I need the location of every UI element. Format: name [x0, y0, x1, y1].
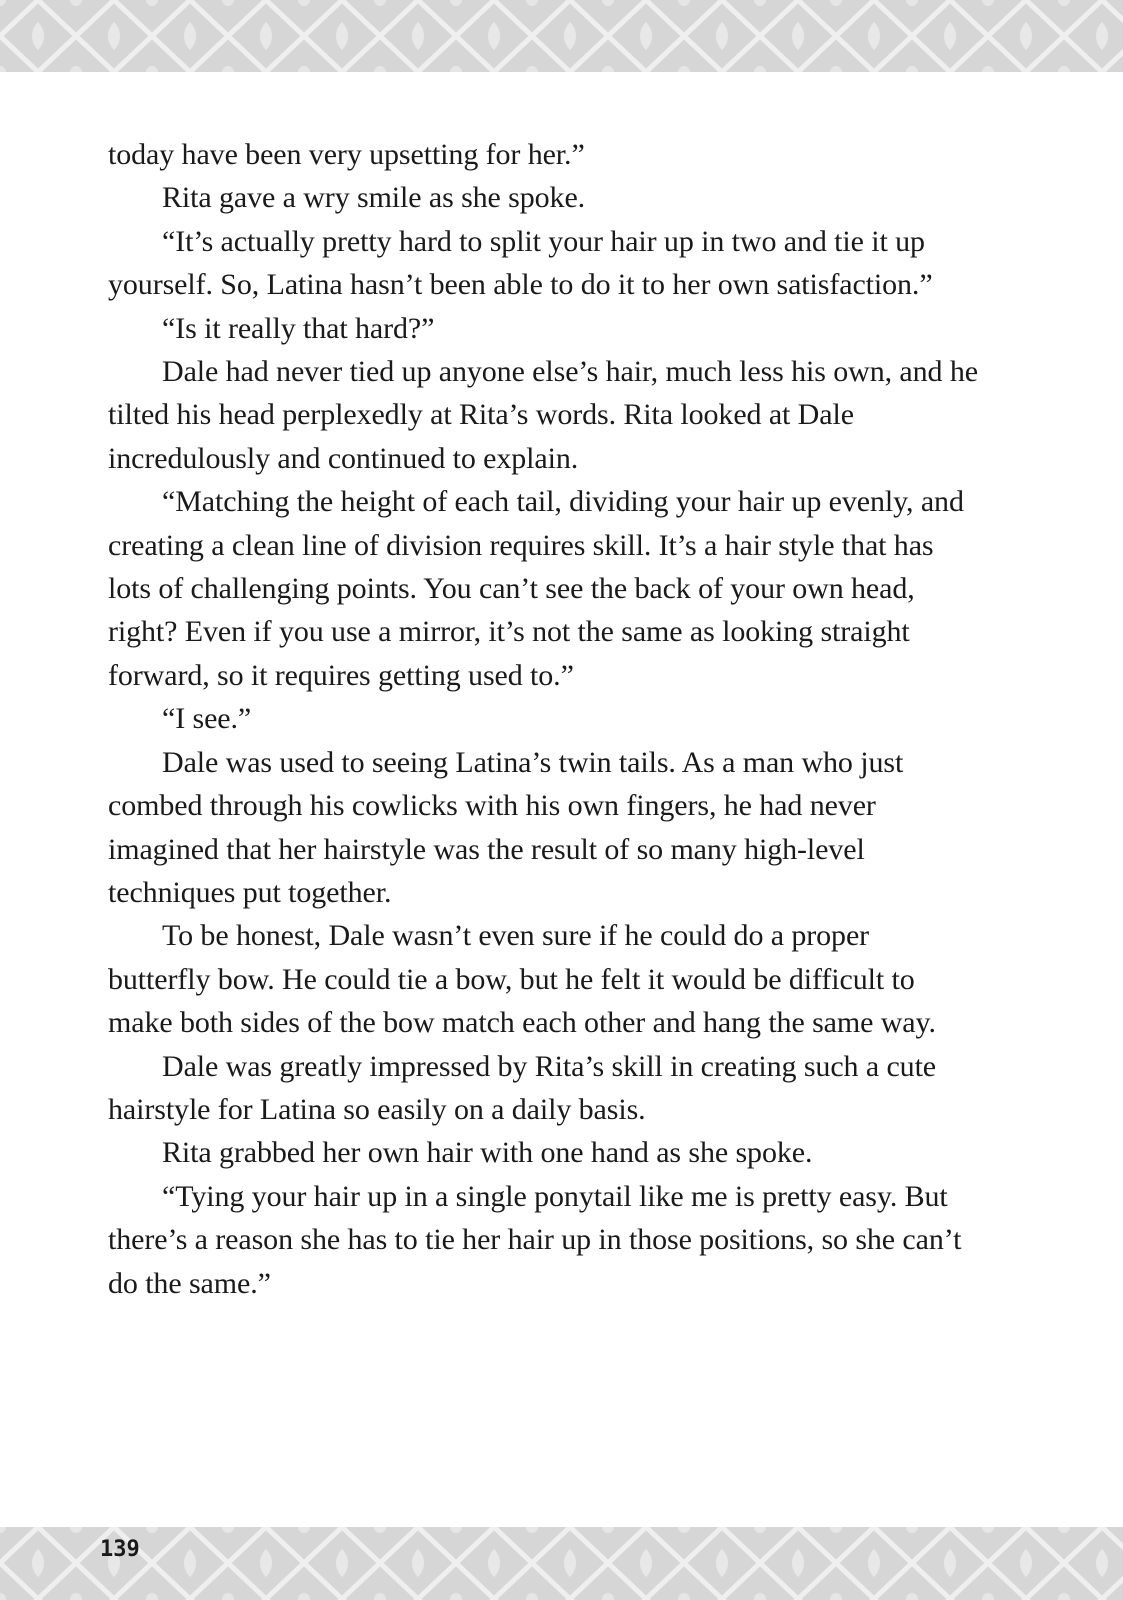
top-pattern [0, 0, 1123, 72]
paragraph-3: “It’s actually pretty hard to split your hair up in two and tie it up yourself. So, Latina hasn’t been able to do it to her own satisfaction.” [108, 224, 933, 302]
top-decorative-band [0, 0, 1123, 72]
paragraph-5: Dale had never tied up anyone else’s hair, much less his own, and he tilted his head perplexedly at Rita’s words. Rita looked at Dale incredulously and continued to explain. [108, 355, 978, 475]
paragraph-2: Rita gave a wry smile as she spoke. [162, 181, 586, 215]
paragraph-6: “Matching the height of each tail, dividing your hair up evenly, and creating a clean line of division requires skill. It’s a hair style that has lots of challenging points. You can’t see the back of your own head, right? Even if you use a mirror, it’s not the same as looking straight forward, so it requires getting used to.” [108, 485, 964, 692]
paragraph-12: “Tying your hair up in a single ponytail like me is pretty easy. But there’s a reason she has to tie her hair up in those positions, so she can’t do the same.” [108, 1179, 962, 1300]
page-number: 139 [100, 1537, 140, 1562]
paragraph-11: Rita grabbed her own hair with one hand as she spoke. [162, 1136, 813, 1170]
bottom-pattern [0, 1527, 1123, 1600]
paragraph-7: “I see.” [162, 702, 252, 736]
body-text [108, 133, 978, 1305]
paragraph-9: To be honest, Dale wasn’t even sure if he could do a proper butterfly bow. He could tie a bow, but he felt it would be difficult to make both sides of the bow match each other and hang the same way. [108, 919, 936, 1040]
paragraph-4: “Is it really that hard?” [162, 311, 435, 345]
paragraph-1: today have been very upsetting for her.” [108, 138, 585, 171]
bottom-decorative-band [0, 1527, 1123, 1600]
paragraph-8: Dale was used to seeing Latina’s twin tails. As a man who just combed through his cowlicks with his own fingers, he had never imagined that her hairstyle was the result of so many high-level techniques put together. [108, 745, 904, 909]
paragraph-10: Dale was greatly impressed by Rita’s skill in creating such a cute hairstyle for Latina so easily on a daily basis. [108, 1049, 937, 1126]
